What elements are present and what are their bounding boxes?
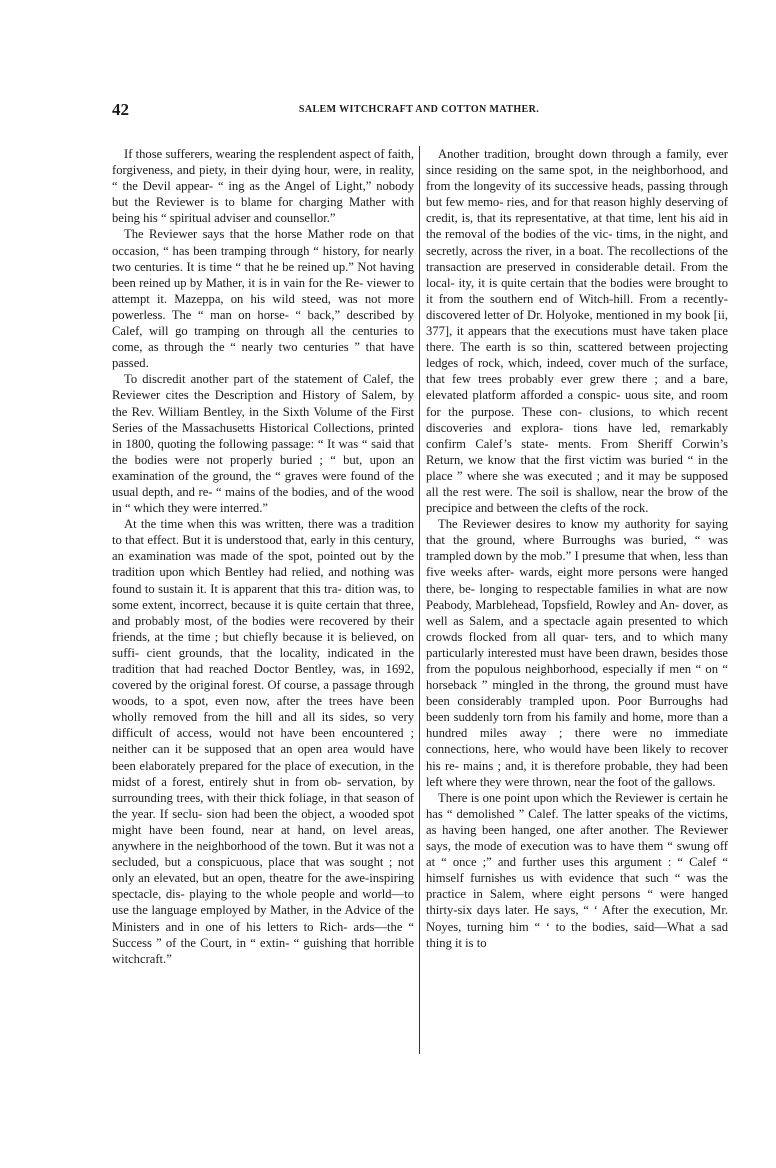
right-column	[426, 146, 728, 951]
paragraph: There is one point upon which the Reviewer is certain he has “ demolished ” Calef. The latter speaks of the victims, as having been hanged, one after another. The Reviewer says, the mode of execution was to have them “ swung off at “ once ;” and further uses this argument : “ Calef “ himself furnishes us with evidence that such “ was the practice in Salem, where eight persons “ were hanged thirty-six days later. He says, “ ‘ After the execution, Mr. Noyes, turning him “ ‘ to the bodies, said—What a sad thing it is to	[426, 790, 728, 950]
column-divider	[419, 146, 420, 1054]
running-head: SALEM WITCHCRAFT AND COTTON MATHER.	[298, 104, 540, 115]
left-column	[112, 146, 414, 967]
paragraph: Another tradition, brought down through a family, ever since residing on the same spot, in the neighborhood, and from the longevity of its successive heads, passing through but few memo- ries, and for that reason highly deserving of credit, is, that its representative, at that time, lent his aid in the removal of the bodies of the vic- tims, in the night, and secretly, across the river, in a boat. The recollections of the transaction are preserved in considerable detail. From the local- ity, it is quite certain that the bodies were brought to it from the southern end of Witch-hill. From a recently-discovered letter of Dr. Holyoke, mentioned in my book [ii, 377], it appears that the executions must have taken place there. The earth is so thin, scattered between projecting ledges of rock, which, indeed, cover much of the surface, that few trees probably ever grew there ; and a bare, elevated platform afforded a conspic- uous site, and room for the purpose. These con- clusions, to which recent discoveries and explora- tions have led, remarkably confirm Calef’s state- ments. From Sheriff Corwin’s Return, we know that the first victim was buried “ in the place ” where she was executed ; and it may be supposed all the rest were. The soil is shallow, near the brow of the precipice and between the clefts of the rock.	[426, 147, 728, 516]
page-header	[112, 100, 726, 124]
paragraph: If those sufferers, wearing the resplendent aspect of faith, forgiveness, and piety, in their dying hour, were, in reality, “ the Devil appear- “ ing as the Angel of Light,” nobody but the Reviewer is to blame for charging Mather with being his “ spiritual adviser and counsellor.”	[112, 147, 414, 226]
paragraph: The Reviewer desires to know my authority for saying that the ground, where Burroughs was buried, “ was trampled down by the mob.” I presume that when, less than five weeks after- wards, eight more persons were hanged there, be- longing to respectable families in what are now Peabody, Marblehead, Topsfield, Rowley and An- dover, as well as Salem, and a spectacle again presented to which crowds flocked from all quar- ters, and to which many particularly interested must have been drawn, besides those from the populous neighborhood, especially if men “ on “ horseback ” mingled in the throng, the ground must have been considerably trampled upon. Poor Burroughs had been suddenly torn from his family and home, more than a hundred miles away ; there were no immediate connections, here, who would have been likely to recover his re- mains ; and, it is therefore probable, they had been left where they were thrown, near the foot of the gallows.	[426, 517, 728, 789]
paragraph: To discredit another part of the statement of Calef, the Reviewer cites the Description and History of Salem, by the Rev. William Bentley, in the Sixth Volume of the First Series of the Massachusetts Historical Collections, printed in 1800, quoting the following passage: “ It was “ said that the bodies were not properly buried ; “ but, upon an examination of the ground, the “ graves were found of the usual depth, and re- “ mains of the bodies, and of the wood in “ which they were interred.”	[112, 372, 414, 516]
page-number: 42	[112, 100, 129, 119]
paragraph: At the time when this was written, there was a tradition to that effect. But it is understood that, early in this century, an examination was made of the spot, pointed out by the tradition upon which Bentley had relied, and nothing was found to sustain it. It is apparent that this tra- dition was, to some extent, incorrect, because it is quite certain that three, and probably most, of the bodies were recovered by their friends, at the time ; but chiefly because it is believed, on suffi- cient grounds, that the locality, indicated in the tradition that had reached Doctor Bentley, was, in 1692, covered by the original forest. Of course, a passage through woods, to a spot, even now, after the trees have been wholly removed from the hill and all its sides, so very difficult of access, would not have been encountered ; neither can it be supposed that an open area would have been elaborately prepared for the place of execution, in the midst of a forest, entirely shut in from ob- servation, by surrounding trees, with their thick foliage, in that season of the year. If seclu- sion had been the object, a wooded spot might have been found, near at hand, on level areas, anywhere in the neighborhood of the town. But it was not a secluded, but a conspicuous, place that was sought ; not only an elevated, but an open, theatre for the awe-inspiring spectacle, dis- playing to the whole people and world—to use the language employed by Mather, in the Advice of the Ministers and in one of his letters to Rich- ards—the “ Success ” of the Court, in “ extin- “ guishing that horrible witchcraft.”	[112, 517, 414, 966]
paragraph: The Reviewer says that the horse Mather rode on that occasion, “ has been tramping through “ history, for nearly two centuries. It is time “ that he be reined up.” Not having been reined up by Mather, it is in vain for the Re- viewer to attempt it. Mazeppa, on his wild steed, was not more powerless. The “ man on horse- “ back,” described by Calef, will go tramping on through all the centuries to come, as through the “ nearly two centuries ” that have passed.	[112, 227, 414, 371]
